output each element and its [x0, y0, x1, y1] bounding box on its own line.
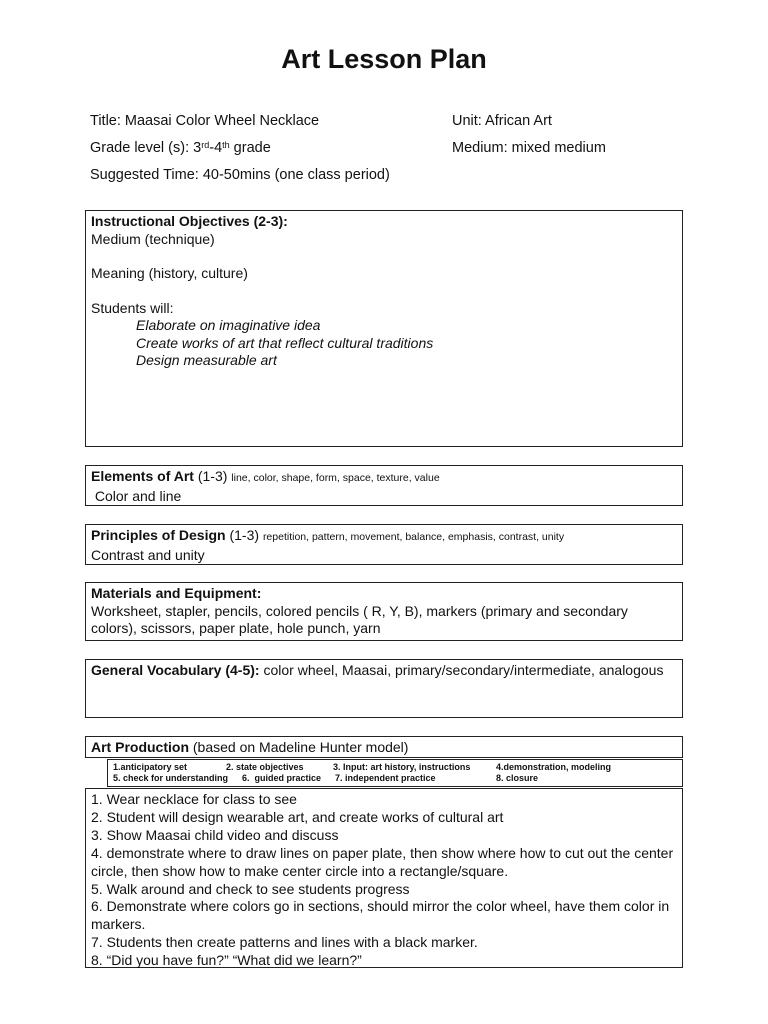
objectives-medium: Medium (technique) — [91, 230, 215, 247]
unit-label: Unit: African Art — [452, 113, 552, 129]
vocabulary-heading: General Vocabulary (4-5): — [91, 662, 260, 678]
grade-suffix: grade — [229, 140, 271, 156]
legend-step: 7. independent practice — [335, 773, 436, 783]
legend-step: 8. closure — [496, 773, 539, 783]
legend-step: 4.demonstration, modeling — [496, 762, 612, 772]
principles-count: (1-3) — [225, 527, 263, 543]
materials-text: Worksheet, stapler, pencils, colored pencils ( R, Y, B), markers (primary and secondary colors), scissors, paper plate, hole punch, yarn — [91, 602, 628, 636]
principles-box — [85, 524, 683, 565]
grade-mid: -4 — [209, 140, 223, 156]
objective-item: Create works of art that reflect cultural traditions — [136, 334, 434, 351]
production-heading: Art Production — [91, 739, 189, 755]
production-step: 5. Walk around and check to see students progress — [91, 880, 410, 897]
legend-step: 2. state objectives — [226, 762, 304, 772]
legend-step: 6. guided practice — [242, 773, 322, 783]
objectives-meaning: Meaning (history, culture) — [91, 265, 248, 281]
principles-answer: Contrast and unity — [91, 546, 205, 563]
objectives-heading: Instructional Objectives (2-3): — [91, 213, 288, 229]
grade-prefix: Grade level (s): 3 — [90, 140, 202, 156]
objectives-students: Students will: — [91, 299, 174, 316]
elements-answer: Color and line — [91, 487, 182, 504]
objective-item: Design measurable art — [136, 352, 277, 368]
principles-heading: Principles of Design — [91, 527, 226, 543]
production-step: 1. Wear necklace for class to see — [91, 791, 297, 807]
legend-step: 3. Input: art history, instructions — [333, 762, 471, 772]
elements-box — [85, 465, 683, 506]
legend-step: 5. check for understanding — [113, 773, 229, 783]
objectives-box — [85, 210, 683, 447]
production-step: 7. Students then create patterns and lines with a black marker. — [91, 934, 478, 951]
elements-heading: Elements of Art — [91, 468, 194, 484]
vocabulary-text: color wheel, Maasai, primary/secondary/intermediate, analogous — [259, 662, 664, 678]
production-step: 2. Student will design wearable art, and create works of cultural art — [91, 808, 504, 825]
suggested-time: Suggested Time: 40-50mins (one class period) — [90, 167, 390, 183]
elements-count: (1-3) — [193, 468, 232, 484]
objective-item: Elaborate on imaginative idea — [136, 317, 321, 333]
production-step: 6. Demonstrate where colors go in sections, should mirror the color wheel, have them color in markers. — [91, 898, 670, 933]
hunter-model-legend — [107, 759, 683, 787]
grade-level — [90, 139, 271, 157]
production-steps-box — [85, 788, 683, 968]
medium-label: Medium: mixed medium — [452, 140, 606, 156]
elements-list: line, color, shape, form, space, texture, value — [231, 472, 440, 484]
principles-list: repetition, pattern, movement, balance, emphasis, contrast, unity — [262, 531, 565, 543]
production-step: 8. “Did you have fun?” “What did we learn?” — [91, 952, 362, 969]
production-subtitle: (based on Madeline Hunter model) — [189, 739, 409, 755]
materials-heading: Materials and Equipment: — [91, 585, 262, 601]
production-step: 4. demonstrate where to draw lines on paper plate, then show where how to cut out the center circle, then show how to make center circle into a rectangle/square. — [91, 844, 674, 879]
lesson-title: Title: Maasai Color Wheel Necklace — [90, 113, 320, 129]
materials-box — [85, 582, 683, 641]
page-title: Art Lesson Plan — [281, 44, 487, 74]
legend-step: 1.anticipatory set — [113, 762, 188, 772]
grade-sup-rd: rd — [201, 140, 210, 150]
grade-sup-th: th — [222, 140, 230, 150]
vocabulary-box — [85, 659, 683, 718]
production-header-box — [85, 736, 683, 758]
production-step: 3. Show Maasai child video and discuss — [91, 826, 339, 843]
